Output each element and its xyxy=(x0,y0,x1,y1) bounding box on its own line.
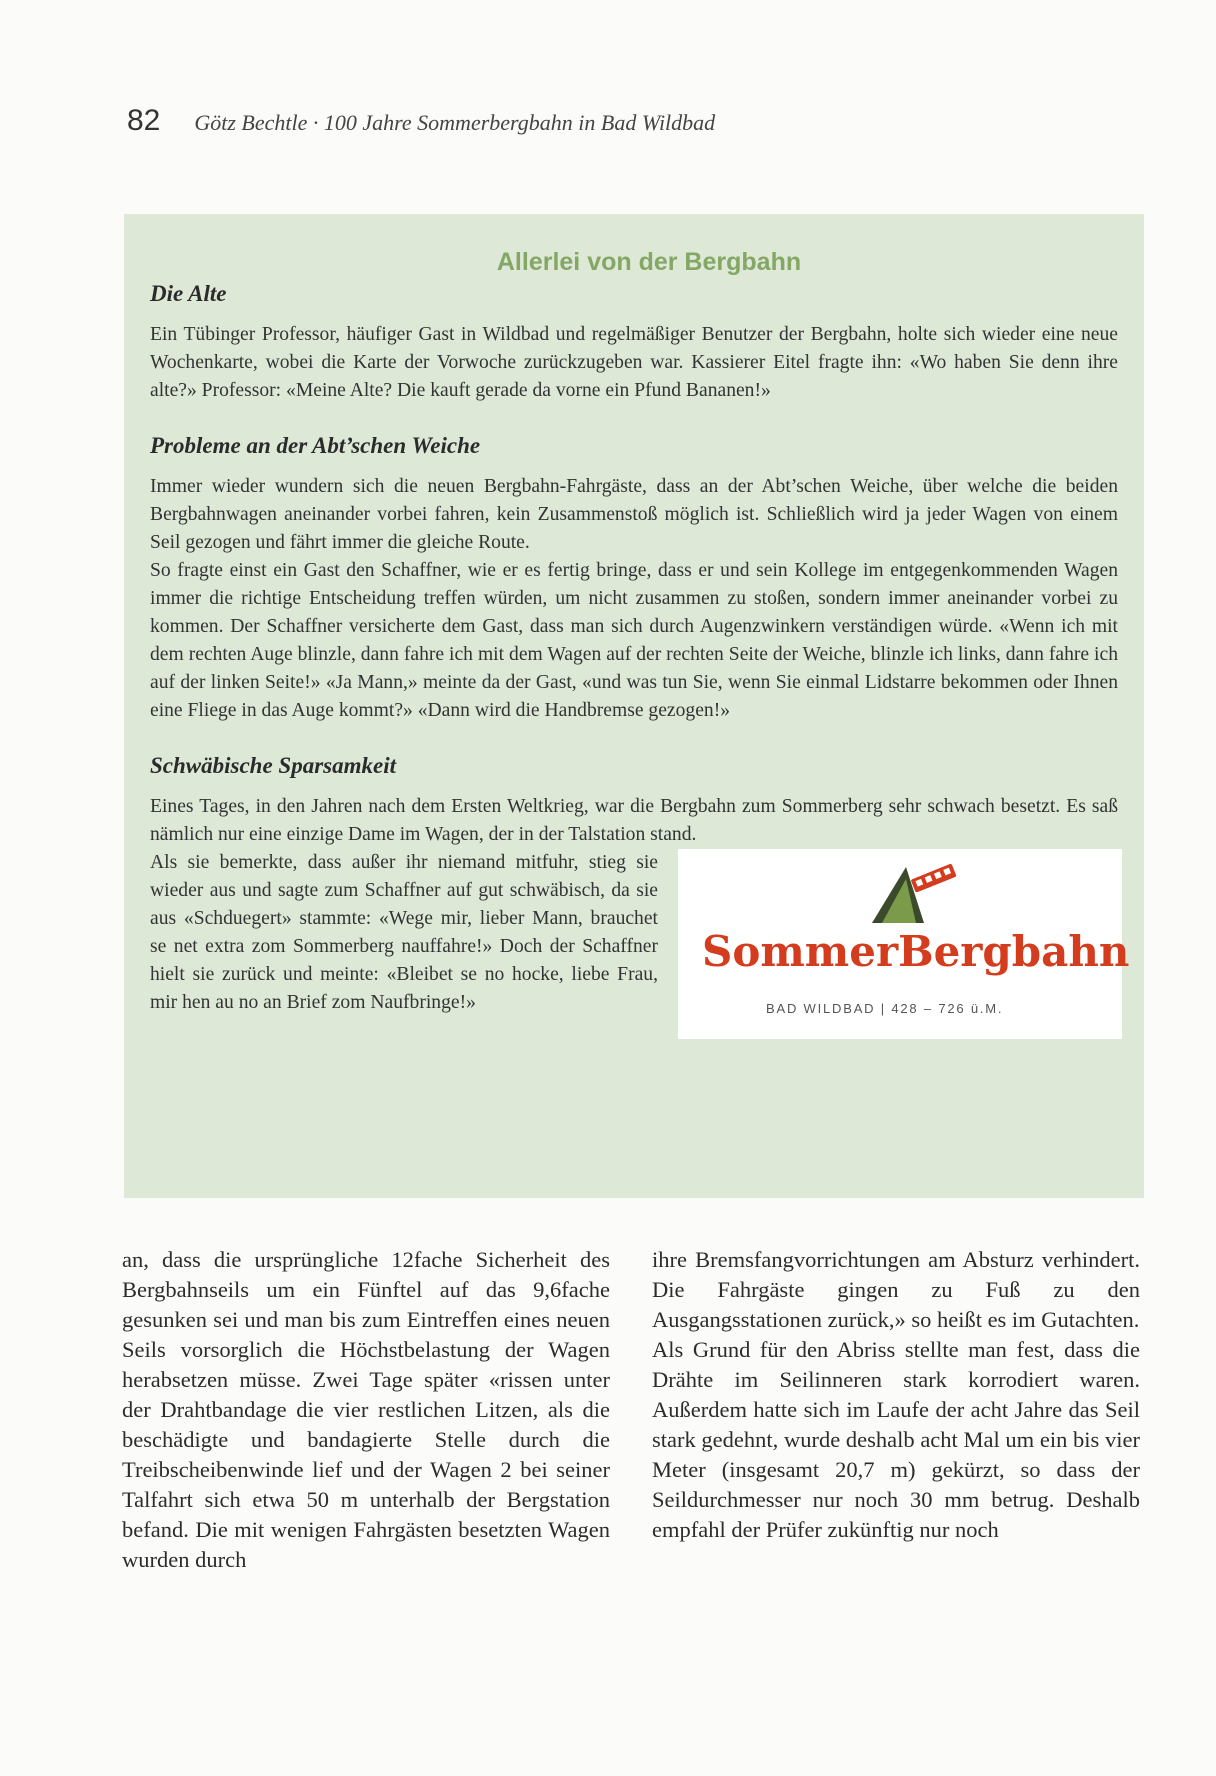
body-column-left xyxy=(122,1245,610,1575)
anecdote-box xyxy=(124,214,1144,1198)
body-paragraph: ihre Bremsfangvorrichtungen am Absturz verhindert. Die Fahrgäste gingen zu Fuß zu den Ausgangsstationen zurück,» so heißt es im Gutachten. xyxy=(652,1247,1140,1332)
section-paragraph: So fragte einst ein Gast den Schaffner, wie er es fertig bringe, dass er und sein Kollege im entgegenkommenden Wagen immer die richtige Entscheidung treffen würden, um nicht zusammen zu stoßen, sondern immer aneinander vorbei zu kommen. Der Schaffner versicherte dem Gast, dass man sich durch Augenzwinkern verständigen würde. «Wenn ich mit dem rechten Auge blinzle, dann fahre ich mit dem Wagen auf der rechten Seite der Weiche, blinzle ich links, dann fahre ich auf der linken Seite!» «Ja Mann,» meinte da der Gast, «und was tun Sie, wenn Sie einmal Lidstarre bekommen oder Ihnen eine Fliege in das Auge kommt?» «Dann wird die Handbremse gezogen!» xyxy=(150,560,1118,721)
body-column-right xyxy=(652,1245,1140,1545)
section-paragraph: Eines Tages, in den Jahren nach dem Ersten Weltkrieg, war die Bergbahn zum Sommerberg sehr schwach besetzt. Es saß nämlich nur eine einzige Dame im Wagen, der in der Talstation stand. xyxy=(150,796,1118,845)
logo-tagline: BAD WILDBAD | 428 – 726 ü.M. xyxy=(766,1001,1004,1016)
running-title: Götz Bechtle · 100 Jahre Sommerbergbahn in Bad Wildbad xyxy=(194,110,716,135)
sommerbergbahn-logo xyxy=(678,849,1130,1039)
logo-wordmark xyxy=(702,927,1130,976)
section-paragraph: Immer wieder wundern sich die neuen Bergbahn-Fahrgäste, dass an der Abt’schen Weiche, über welche die beiden Bergbahnwagen aneinander vorbei fahren, kein Zusammenstoß möglich ist. Schließlich wird ja jeder Wagen von einem Seil gezogen und fährt immer die gleiche Route. xyxy=(150,476,1118,553)
logo-name-part-2: Bergbahn xyxy=(898,927,1130,976)
section-paragraph: Als sie bemerkte, dass außer ihr niemand mitfuhr, stieg sie wieder aus und sagte zum Schaffner auf gut schwäbisch, da sie aus «Schduegert» stammte: «Wege mir, lieber Mann, brauchet se net extra zom Sommerberg nauffahre!» Doch der Schaffner hielt sie zurück und meinte: «Bleibet se no hocke, liebe Frau, mir hen au no an Brief zom Naufbringe!» xyxy=(150,852,658,1013)
body-paragraph: Als Grund für den Abriss stellte man fest, dass die Drähte im Seilinneren stark korrodiert waren. Außerdem hatte sich im Laufe der acht Jahre das Seil stark gedehnt, wurde deshalb acht Mal um ein bis vier Meter (insgesamt 20,7 m) gekürzt, so dass der Seildurchmesser nur noch 30 mm betrug. Deshalb empfahl der Prüfer zukünftig nur noch xyxy=(652,1337,1140,1542)
page-header xyxy=(127,104,715,138)
box-title: Allerlei von der Bergbahn xyxy=(496,248,802,276)
page-number: 82 xyxy=(127,104,161,137)
section-heading-die-alte: Die Alte xyxy=(150,281,227,306)
railcar-icon xyxy=(911,863,957,892)
section-paragraph: Ein Tübinger Professor, häufiger Gast in Wildbad und regelmäßiger Benutzer der Bergbahn, holte sich wieder eine neue Wochenkarte, wobei die Karte der Vorwoche zurückzugeben war. Kassierer Eitel fragte ihn: «Wo haben Sie denn ihre alte?» Professor: «Meine Alte? Die kauft gerade da vorne ein Pfund Bananen!» xyxy=(150,324,1118,401)
logo-name-part-1: Sommer xyxy=(702,927,899,976)
mountain-railway-icon xyxy=(872,859,962,923)
section-heading-sparsamkeit: Schwäbische Sparsamkeit xyxy=(150,753,397,778)
body-paragraph: an, dass die ursprüngliche 12fache Sicherheit des Bergbahnseils um ein Fünftel auf das 9,6fache gesunken sei und man bis zum Eintreffen eines neuen Seils vorsorglich die Höchstbelastung der Wagen herabsetzen müsse. Zwei Tage später «rissen unter der Drahtbandage die vier restlichen Litzen, als die beschädigte und bandagierte Stelle durch die Treibscheibenwinde lief und der Wagen 2 bei seiner Talfahrt sich etwa 50 m unterhalb der Bergstation befand. Die mit wenigen Fahrgästen besetzten Wagen wurden durch xyxy=(122,1247,610,1572)
section-heading-abtsche-weiche: Probleme an der Abt’schen Weiche xyxy=(150,433,481,458)
